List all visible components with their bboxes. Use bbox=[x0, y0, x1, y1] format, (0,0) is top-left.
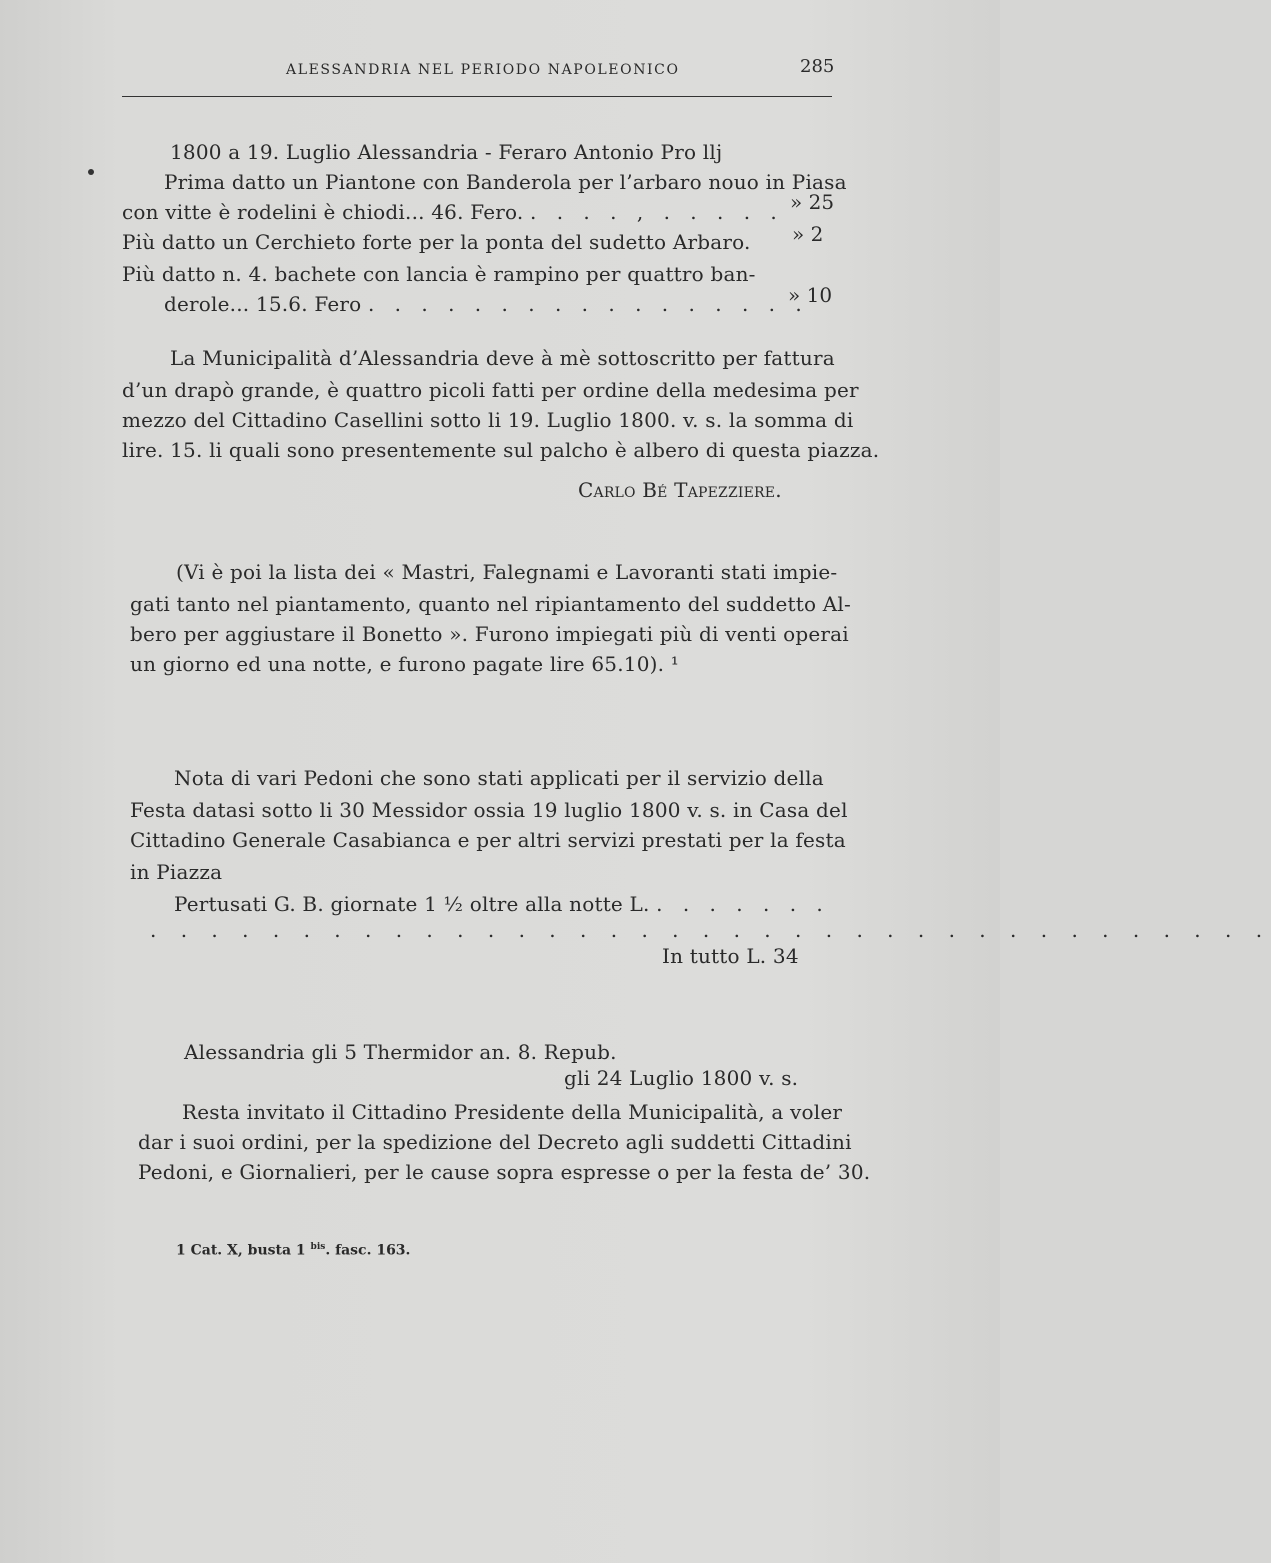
footnote-text: Cat. X, busta 1 bbox=[185, 1242, 311, 1259]
paragraph-line: d’un drapò grande, è quattro picoli fatti per ordine della medesima per bbox=[122, 378, 859, 402]
list-line-text: derole... 15.6. Fero bbox=[164, 292, 362, 316]
leader-dots: . . . . . . . bbox=[656, 892, 830, 916]
list-line: Prima datto un Piantone con Banderola per l’arbaro nouo in Piasa bbox=[164, 170, 847, 194]
list-amount: » 10 bbox=[788, 283, 833, 307]
paragraph-line: lire. 15. li quali sono presentemente sul palcho è albero di questa piazza. bbox=[122, 438, 880, 462]
paragraph-line: dar i suoi ordini, per la spedizione del Decreto agli suddetti Cittadini bbox=[138, 1130, 852, 1154]
entry-line bbox=[174, 892, 830, 916]
list-line: Più datto un Cerchieto forte per la ponta del sudetto Arbaro. bbox=[122, 230, 751, 254]
paragraph-line: Pedoni, e Giornalieri, per le cause sopra espresse o per la festa de’ 30. bbox=[138, 1160, 871, 1184]
paragraph-line: (Vi è poi la lista dei « Mastri, Falegnami e Lavoranti stati impie- bbox=[176, 560, 838, 584]
running-title: ALESSANDRIA NEL PERIODO NAPOLEONICO bbox=[286, 62, 680, 78]
header-rule bbox=[122, 96, 832, 97]
list-amount: » 2 bbox=[792, 222, 824, 246]
paragraph-line: un giorno ed una notte, e furono pagate lire 65.10). ¹ bbox=[130, 652, 679, 676]
signature: Carlo Bé Tapezziere. bbox=[578, 478, 782, 502]
paragraph-line: gati tanto nel piantamento, quanto nel ripiantamento del suddetto Al- bbox=[130, 592, 851, 616]
footnote-mark: 1 bbox=[176, 1242, 186, 1259]
list-line-text: con vitte è rodelini è chiodi... 46. Fero. bbox=[122, 200, 524, 224]
paragraph-line: bero per aggiustare il Bonetto ». Furono impiegati più di venti operai bbox=[130, 622, 849, 646]
list-line: 1800 a 19. Luglio Alessandria - Feraro Antonio Pro llj bbox=[170, 140, 723, 164]
leader-dots: . . . . . . . . . . . . . . . . . . . . . . . . . . . . . . . . . . . . . bbox=[150, 918, 1271, 942]
footnote-text: . fasc. 163. bbox=[325, 1242, 411, 1259]
paragraph-line: Cittadino Generale Casabianca e per altri servizi prestati per la festa bbox=[130, 828, 846, 852]
footnote-sup: bis bbox=[310, 1242, 326, 1252]
paragraph-line: in Piazza bbox=[130, 860, 223, 884]
leader-dots: . . . . , . . . . . bbox=[530, 200, 784, 224]
paragraph-line: Nota di vari Pedoni che sono stati applicati per il servizio della bbox=[174, 766, 824, 790]
list-line: Più datto n. 4. bachete con lancia è rampino per quattro ban- bbox=[122, 262, 756, 286]
paragraph-line: La Municipalità d’Alessandria deve à mè sottoscritto per fattura bbox=[170, 346, 835, 370]
paragraph-line: Resta invitato il Cittadino Presidente della Municipalità, a voler bbox=[182, 1100, 843, 1124]
list-amount: » 25 bbox=[790, 190, 835, 214]
leader-dots: . . . . . . . . . . . . . . . . . bbox=[367, 292, 809, 316]
paragraph-line: Festa datasi sotto li 30 Messidor ossia 19 luglio 1800 v. s. in Casa del bbox=[130, 798, 848, 822]
date-line: gli 24 Luglio 1800 v. s. bbox=[564, 1066, 799, 1090]
entry-text: Pertusati G. B. giornate 1 ½ oltre alla notte L. bbox=[174, 892, 650, 916]
date-line: Alessandria gli 5 Thermidor an. 8. Repub. bbox=[184, 1040, 617, 1064]
list-line bbox=[164, 292, 809, 316]
page-number: 285 bbox=[800, 56, 835, 77]
footnote bbox=[176, 1242, 410, 1259]
paragraph-line: mezzo del Cittadino Casellini sotto li 19. Luglio 1800. v. s. la somma di bbox=[122, 408, 854, 432]
total-line: In tutto L. 34 bbox=[662, 944, 799, 968]
margin-mark bbox=[88, 169, 94, 175]
list-line bbox=[122, 200, 784, 224]
